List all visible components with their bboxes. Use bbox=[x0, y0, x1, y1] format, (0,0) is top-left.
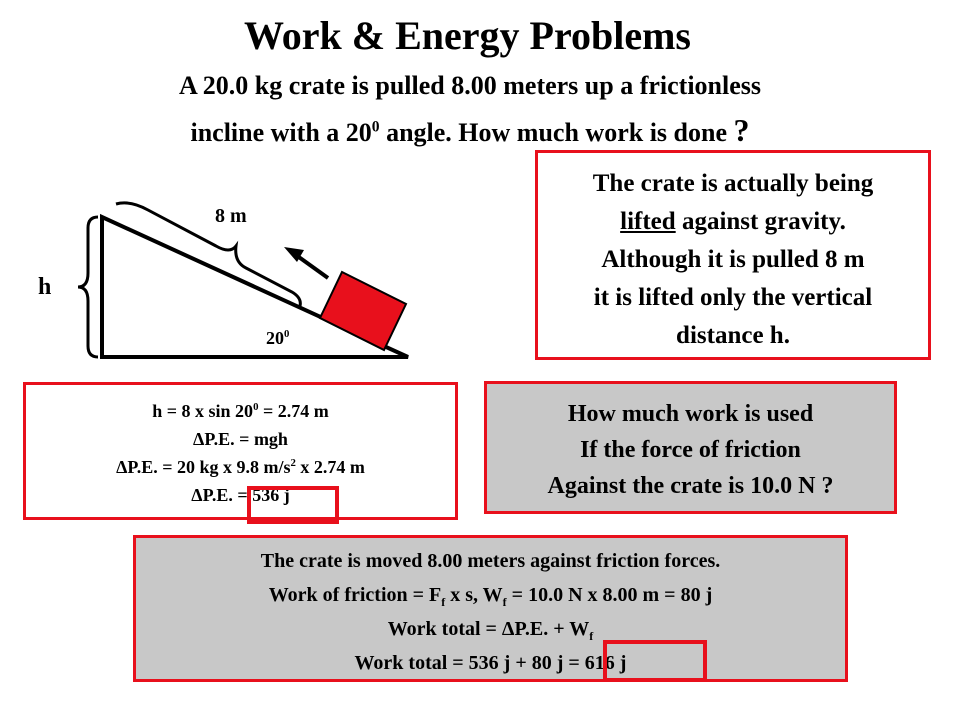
problem-line-2: incline with a $20^0$ angle. How much work is done ? bbox=[190, 112, 750, 148]
explanation-box: The crate is actually being lifted against gravity. Although it is pulled 8 m it is lifted only the vertical distance h. bbox=[535, 150, 931, 360]
height-label: h bbox=[38, 274, 52, 300]
potential-energy-calculation: h = 8 x $\sin 20^0 = 2.74$ m ΔP.E. = mgh ΔP.E. = 20 kg x 9.8 $m/s^2$ x 2.74 m ΔP.E. = 536 j bbox=[23, 382, 458, 520]
pull-direction-arrow bbox=[284, 247, 328, 278]
friction-solution-box: The crate is moved 8.00 meters against friction forces. Work of friction = $F_f$ x s, $W_f = 10.0$ N x 8.00 m = 80 j Work total = ΔP.E. + $W_f$ Work total = 536 j + 80 j = 616 j bbox=[133, 535, 848, 682]
incline-diagram bbox=[70, 190, 430, 370]
distance-label: 8 m bbox=[215, 205, 247, 227]
lifted-word: lifted bbox=[620, 208, 676, 235]
angle-label: $20^0$ bbox=[266, 328, 290, 348]
problem-line-1: A 20.0 kg crate is pulled 8.00 meters up a frictionless bbox=[178, 71, 762, 100]
problem-statement bbox=[80, 64, 860, 155]
page-title: Work & Energy Problems bbox=[243, 13, 691, 58]
pe-answer-highlight bbox=[247, 486, 339, 524]
total-work-answer: = 616 j bbox=[568, 652, 627, 674]
total-work-highlight bbox=[603, 640, 707, 682]
pe-answer: 536 j bbox=[252, 485, 290, 505]
height-brace bbox=[78, 217, 98, 357]
friction-question-box: How much work is used If the force of friction Against the crate is 10.0 N ? bbox=[484, 381, 897, 514]
